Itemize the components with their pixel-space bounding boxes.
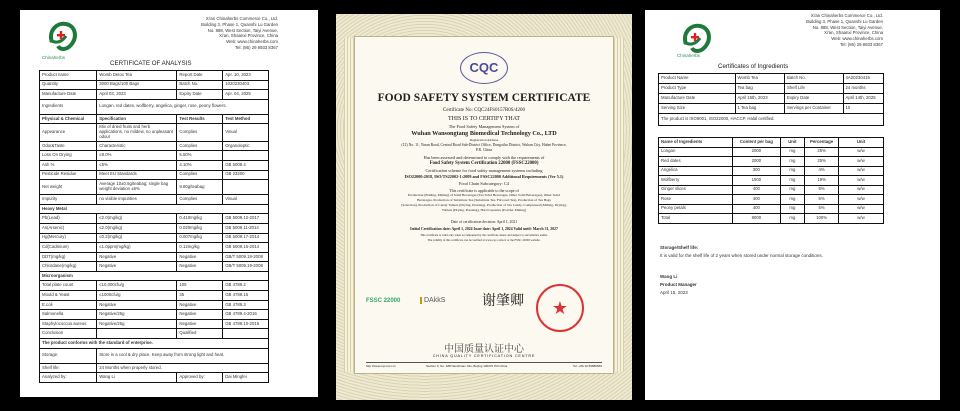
table-row <box>40 363 269 373</box>
ingredient-row <box>659 157 884 167</box>
ingredient-cell: 1500 <box>733 176 780 186</box>
table-row <box>40 262 269 272</box>
ingredient-cell: 400 <box>733 204 780 214</box>
storage-text: It is valid for the shelf life of 2 years when stored under normal storage conditions. <box>660 252 823 258</box>
table-row <box>40 90 269 100</box>
ingredient-cell: 2000 <box>733 157 780 167</box>
footer-divider <box>366 362 602 363</box>
table-cell: Wang Li <box>97 373 177 383</box>
ingredient-cell: Peony petals <box>659 204 733 214</box>
registration-address-country: P.R. China <box>475 148 493 152</box>
table-row <box>40 319 269 329</box>
table-row <box>40 180 269 195</box>
ingredient-cell: Longan <box>659 147 733 157</box>
column-header: Percentage <box>805 138 839 148</box>
table-cell: Report Date <box>177 71 223 81</box>
analysis-table <box>39 70 269 383</box>
company-line: Xi'an, Shaanxi Province, China <box>824 30 883 36</box>
table-row <box>40 160 269 170</box>
table-cell: Physical & Chemical <box>40 114 97 124</box>
table-row <box>40 271 269 281</box>
scope-line: (Selection), Production of Candy Tablets (Drying, Pressing), Production of Tea Candy, Compressed (Mixing, Drying), <box>401 203 567 207</box>
info-cell: Batch No. <box>785 74 844 84</box>
table-cell: 3000 Bags/100 Bags <box>97 80 177 90</box>
ingredient-cell: Rose <box>659 195 733 205</box>
ingredient-cell: 5% <box>805 185 839 195</box>
company-line: Web: www.chinaherbs.com <box>226 39 278 45</box>
table-cell: 5.50% <box>177 151 223 161</box>
table-cell: Negative/25g <box>97 319 177 329</box>
cqc-english-name: CHINA QUALITY CERTIFICATION CENTRE <box>432 354 536 358</box>
registration-label: Registration Address <box>469 138 499 142</box>
scope-line: Tablets (Drying, Pressing), Hard Capsules (Powder Mixing) <box>441 208 527 212</box>
table-cell: Negative <box>177 310 223 320</box>
table-cell: Staphylococcus aureus <box>40 319 97 329</box>
table-cell: Total plate count <box>40 281 97 291</box>
info-cell: 10 <box>843 104 884 114</box>
table-cell: Manufacture Date <box>40 90 97 100</box>
table-row <box>40 170 269 180</box>
table-cell: Womb Detox Tea <box>97 71 177 81</box>
table-cell: ≤2.0(mg/kg) <box>97 214 177 224</box>
table-cell: 4.10% <box>177 160 223 170</box>
table-cell: GB 4789.10-2016 <box>223 319 269 329</box>
info-cell: Shelf Life <box>785 84 844 94</box>
ingredient-cell: 5% <box>805 204 839 214</box>
cqc-logo-icon: CQC <box>460 52 508 84</box>
company-line: No. 888, West Section, Taiyi Avenue, <box>207 27 278 33</box>
info-cell: Tea bag <box>735 84 785 94</box>
table-cell: Mix of dried fruits and herb applications, no mildew, no unpleasant odour <box>97 124 177 141</box>
table-cell: Negative <box>177 319 223 329</box>
ingredient-cell: 8000 <box>733 214 780 224</box>
ingredient-cell: w/w <box>839 166 884 176</box>
table-cell: Characteristic <box>97 141 177 151</box>
info-cell: 4A20230415 <box>843 74 884 84</box>
ingredient-cell: Red dates <box>659 157 733 167</box>
footer-telephone: Tel: +86 10 83886666 <box>573 364 602 368</box>
table-cell: ≤1000cfu/g <box>97 291 177 301</box>
company-line: Xi'an Chinaherbs Commerce Co., Ltd. <box>810 13 883 18</box>
ingredient-cell: mg <box>780 166 805 176</box>
ingredient-row <box>659 166 884 176</box>
info-cell: April 14th, 2025 <box>843 94 884 104</box>
table-cell: no visible impurities <box>97 195 177 205</box>
table-cell: 105 <box>177 281 223 291</box>
table-cell: 9.80g/teabag <box>177 180 223 195</box>
table-cell: Pb(Lead) <box>40 214 97 224</box>
table-cell: As(Arsenic) <box>40 223 97 233</box>
scope-line: Beverages, Production of Substitute Tea (Substitute Tea, Flavored Tea), Production of Tea Bags <box>417 198 551 202</box>
table-row <box>40 310 269 320</box>
table-row <box>40 339 269 349</box>
table-cell: Longan, red dates, wolfberry, angelica, ginger, rose, peony flowers. <box>97 99 269 114</box>
certified-company: Wuhan Wansongtang Biomedical Technology Co., LTD <box>411 130 557 137</box>
table-cell: 0.007mg/kg <box>177 233 223 243</box>
table-row <box>40 151 269 161</box>
signature: 谢肇卿 <box>482 293 524 309</box>
table-row <box>40 195 269 205</box>
table-cell: Specification <box>97 114 177 124</box>
company-line: No. 888, West Section, Taiyi Avenue, <box>812 24 883 30</box>
storage-label: Storage/Shelf life: <box>660 245 699 250</box>
seal-star-icon: ★ <box>551 298 569 318</box>
info-row <box>659 114 884 126</box>
info-cell: Expiry Date <box>785 94 844 104</box>
table-cell: Negative <box>97 300 177 310</box>
table-cell: Dai Mingfei <box>223 373 269 383</box>
table-cell: Apr. 04, 2025 <box>223 90 269 100</box>
ingredient-row <box>659 185 884 195</box>
certificate-of-ingredients-page <box>645 10 940 400</box>
info-row <box>659 94 884 104</box>
table-cell: 1020230403 <box>223 80 269 90</box>
table-cell: ≤0.2(mg/kg) <box>97 233 177 243</box>
certificate-of-analysis-page <box>20 10 318 397</box>
table-cell: Storage: <box>40 348 97 363</box>
table-cell: Microorganism <box>40 271 269 281</box>
ingredient-cell: w/w <box>839 195 884 205</box>
ingredient-row <box>659 204 884 214</box>
info-row <box>659 104 884 114</box>
table-cell: ≤5% <box>97 160 177 170</box>
ingredient-cell: w/w <box>839 185 884 195</box>
product-info-table <box>658 73 884 126</box>
ingredient-cell: mg <box>780 147 805 157</box>
company-line: Building 3, Phase 1, Quanshi Lu Garden <box>806 18 883 24</box>
table-cell: GB/T 5009.19-2008 <box>223 262 269 272</box>
company-line: Tel: (86) 29 8933 8367 <box>839 41 883 47</box>
table-row <box>40 214 269 224</box>
table-row <box>40 204 269 214</box>
company-address <box>806 13 883 48</box>
food-chain-subcategory: Food Chain Subcategory: C4 <box>458 181 509 186</box>
table-row <box>40 243 269 253</box>
iso-standards: ISO22000:2018, ISO/TS22002-1:2009 and FSSC22000 Additional Requirements (Ver 5.1) <box>404 174 564 179</box>
signer-name: Wang Li <box>660 274 678 279</box>
table-cell: Meet EU Standards <box>97 170 177 180</box>
ingredient-row <box>659 214 884 224</box>
dakks-logo: DAkkS <box>420 297 445 304</box>
table-cell: Conclusion <box>40 329 97 339</box>
scope-line: Production (Boiling, Mixing) of Solid Beverages (Tea Solid Beverages, Other Solid Beverages), Other Solid <box>408 193 560 197</box>
signoff <box>660 273 697 297</box>
signoff-date: April 15, 2023 <box>660 290 688 295</box>
info-cell: April 15th, 2023 <box>735 94 785 104</box>
table-cell: Visual <box>223 195 269 205</box>
table-cell: Complies <box>177 141 223 151</box>
table-cell: GB 5009.4 <box>223 160 269 170</box>
table-row <box>40 71 269 81</box>
table-cell: 0.12mg/kg <box>177 243 223 253</box>
ingredient-cell: w/w <box>839 176 884 186</box>
table-row <box>40 114 269 124</box>
ingredient-cell: 400 <box>733 185 780 195</box>
company-address <box>201 16 278 51</box>
info-row <box>659 74 884 84</box>
table-cell: GB 4789.15 <box>223 291 269 301</box>
fssc-logo: FSSC 22000 <box>366 298 401 304</box>
decision-date: Date of certification decision: April 1, 2021 <box>450 220 518 224</box>
ingredient-cell: mg <box>780 157 805 167</box>
table-cell: Negative <box>177 262 223 272</box>
ingredient-cell: 100% <box>805 214 839 224</box>
table-cell: E.coli <box>40 300 97 310</box>
table-row <box>40 373 269 383</box>
signer-role: Product Manager <box>660 282 697 287</box>
table-cell: Impurity <box>40 195 97 205</box>
table-cell <box>97 329 177 339</box>
company-line: Web: www.chinaherbs.com <box>831 36 883 42</box>
table-cell: GB 23200 <box>223 170 269 180</box>
table-row <box>40 291 269 301</box>
table-row <box>40 141 269 151</box>
ingredient-cell: mg <box>780 185 805 195</box>
ingredient-cell: mg <box>780 195 805 205</box>
footer-address: Section 9, No. 188 Nansihuan Xilu, Beijing 100070 P.R.China <box>426 364 508 368</box>
certificate-note: The validity of this certificate can be verified at www.cqc.com.cn or the FSSC 22000 website. <box>427 238 541 242</box>
storage-section <box>660 244 823 259</box>
table-cell <box>223 329 269 339</box>
table-cell: GB 5009.11-2014 <box>223 223 269 233</box>
table-row <box>40 223 269 233</box>
table-cell: Chlordane(mg/kg) <box>40 262 97 272</box>
table-cell: Test Method <box>223 114 269 124</box>
table-cell: Qualified <box>177 329 223 339</box>
validity-dates: Initial Certification date: April 1, 2024 Issue date: April 1, 2024 Valid until: March 31, 2027 <box>410 227 558 231</box>
table-cell: Organoleptic <box>223 141 269 151</box>
ingredient-cell: w/w <box>839 214 884 224</box>
ingredient-cell: w/w <box>839 157 884 167</box>
table-cell: Complies <box>177 195 223 205</box>
table-cell: Visual <box>223 124 269 141</box>
table-cell: 35 <box>177 291 223 301</box>
table-cell: Apr. 10, 2023 <box>223 71 269 81</box>
table-cell: Odor&Taste <box>40 141 97 151</box>
table-cell: Ingredients <box>40 99 97 114</box>
food-safety-certificate <box>336 14 632 400</box>
table-cell: 0.020mg/kg <box>177 223 223 233</box>
certificate-title: FOOD SAFETY SYSTEM CERTIFICATE <box>377 92 591 104</box>
table-cell: GB 5009.17-2014 <box>223 233 269 243</box>
table-cell: Salmonella <box>40 310 97 320</box>
info-cell: Product Type <box>659 84 736 94</box>
table-cell: Quantity <box>40 80 97 90</box>
table-cell: GB 5009.15-2014 <box>223 243 269 253</box>
info-cell: 1 Tea bag <box>735 104 785 114</box>
ingredient-cell: 4% <box>805 166 839 176</box>
company-line: Xi'an Chinaherbs Commerce Co., Ltd. <box>205 16 278 21</box>
ingredient-cell: 5% <box>805 195 839 205</box>
official-seal <box>536 284 584 332</box>
info-cell: Product Name <box>659 74 736 84</box>
info-cell: Serving Size <box>659 104 736 114</box>
document-title: CERTIFICATE OF ANALYSIS <box>110 60 192 67</box>
ingredient-row <box>659 176 884 186</box>
table-cell: Complies <box>177 170 223 180</box>
scope-intro: This certificate is applicable to the scope of <box>449 188 519 193</box>
chinaherbs-logo-icon <box>680 20 714 56</box>
table-cell: Loss On Drying <box>40 151 97 161</box>
table-cell: 0.410mg/kg <box>177 214 223 224</box>
table-cell: Mould & Yeast <box>40 291 97 301</box>
table-row <box>40 329 269 339</box>
ingredient-cell: 2000 <box>733 147 780 157</box>
column-header: Name of Ingredients <box>659 138 733 148</box>
info-cell: Manufacture Date <box>659 94 736 104</box>
info-cell: Womb Tea <box>735 74 785 84</box>
table-header-row <box>659 138 884 148</box>
table-cell: ≤10,000cfu/g <box>97 281 177 291</box>
certify-heading: THIS IS TO CERTIFY THAT <box>447 116 521 122</box>
table-cell <box>223 151 269 161</box>
ingredient-cell: w/w <box>839 204 884 214</box>
table-cell: Complies <box>177 124 223 141</box>
table-cell: Negative <box>177 300 223 310</box>
ingredient-row <box>659 195 884 205</box>
scheme-text: Certification scheme for food safety management systems including <box>425 168 543 173</box>
info-row <box>659 84 884 94</box>
table-row <box>40 99 269 114</box>
table-cell: Product name <box>40 71 97 81</box>
table-cell: GB 4789.3 <box>223 300 269 310</box>
table-cell: Negative <box>97 262 177 272</box>
ingredient-cell: mg <box>780 176 805 186</box>
cqc-chinese-name: 中国质量认证中心 <box>444 344 524 355</box>
table-cell: Negative <box>177 252 223 262</box>
logo-text: Chinaherbs <box>42 55 66 60</box>
company-line: Building 3, Phase 1, Quanshi Lu Garden <box>201 21 278 27</box>
table-cell: Batch No. <box>177 80 223 90</box>
info-cell: Servings per Container <box>785 104 844 114</box>
table-cell: GB 5009.12-2017 <box>223 214 269 224</box>
ingredient-cell: 300 <box>733 166 780 176</box>
table-cell: ≤1.0ppm(mg/kg) <box>97 243 177 253</box>
info-cell: 24 months <box>843 84 884 94</box>
table-row <box>40 300 269 310</box>
table-cell: Analyzed by: <box>40 373 97 383</box>
certificate-number: Certificate No: CQC24FS0157R0S/4200 <box>443 108 525 113</box>
table-row <box>40 233 269 243</box>
table-cell: DDT(mg/kg) <box>40 252 97 262</box>
table-cell: GB/T 5009.19-2008 <box>223 252 269 262</box>
standard-name: Food Safety System Certification 22000 (FSSC22000) <box>429 161 539 166</box>
assessed-text: Has been assessed and determined to comply with the requirements of <box>423 155 545 160</box>
table-cell: GB 4789.4-2016 <box>223 310 269 320</box>
chinaherbs-logo-icon <box>46 18 80 54</box>
table-cell: The product conforms with the standard of enterprise. <box>40 339 269 349</box>
table-row <box>40 80 269 90</box>
ingredient-cell: 400 <box>733 195 780 205</box>
table-cell: Pesticide Residue <box>40 170 97 180</box>
table-cell: Average 10±0.5g/teabag; single bag weight deviation ±5% <box>97 180 177 195</box>
table-row <box>40 348 269 363</box>
certificate-note: This certificate is valid only when accompanied by the certificate annex and subject to surveillance audits. <box>420 233 548 237</box>
ingredient-cell: mg <box>780 214 805 224</box>
table-cell: April 03, 2023 <box>97 90 177 100</box>
ingredient-cell: Wolfberry <box>659 176 733 186</box>
table-cell: Negative <box>97 252 177 262</box>
column-header: Content per bag <box>733 138 780 148</box>
table-cell: Approved by: <box>177 373 223 383</box>
system-of-text: The Food Safety Management System of <box>448 124 520 129</box>
company-line: Tel: (86) 29 8933 8367 <box>234 44 278 50</box>
ingredient-cell: 19% <box>805 176 839 186</box>
footer-website[interactable]: http://www.cqc.com.cn <box>366 364 396 368</box>
table-row <box>40 252 269 262</box>
ingredient-row <box>659 147 884 157</box>
column-header: Unit <box>780 138 805 148</box>
table-cell <box>223 180 269 195</box>
ingredient-cell: Ginger slices <box>659 185 733 195</box>
table-cell: Ash % <box>40 160 97 170</box>
table-cell: Negative/25g <box>97 310 177 320</box>
logo-text: Chinaherbs <box>677 53 701 58</box>
table-cell: Cd(Cadmium) <box>40 243 97 253</box>
ingredients-table <box>658 137 884 224</box>
column-header: Unit <box>839 138 884 148</box>
table-cell: GB 4789.2 <box>223 281 269 291</box>
table-cell: Hg(Mercury) <box>40 233 97 243</box>
table-row <box>40 281 269 291</box>
ingredient-cell: 25% <box>805 147 839 157</box>
table-cell: Appearance <box>40 124 97 141</box>
table-cell: Store in a cool & dry place. Keep away from strong light and heat. <box>97 348 269 363</box>
ingredient-cell: 25% <box>805 157 839 167</box>
table-cell: Shelf life: <box>40 363 97 373</box>
registration-address: (12) No. 11, Yinan Road, Central Road Sub-District Office, Dongxihu District, Wuhan City, Hubei Province, <box>401 143 567 147</box>
table-cell: Test Results <box>177 114 223 124</box>
table-row <box>40 124 269 141</box>
ingredient-cell: Angelica <box>659 166 733 176</box>
info-cell: The product is ISO9001, ISO22000, HACCP, Halal certified. <box>659 114 884 126</box>
ingredient-cell: mg <box>780 204 805 214</box>
table-cell: Net weight <box>40 180 97 195</box>
table-cell: ≤2.0(mg/kg) <box>97 223 177 233</box>
table-cell: 24 Months when properly stored. <box>97 363 269 373</box>
ingredient-cell: w/w <box>839 147 884 157</box>
table-cell: ≤8.0% <box>97 151 177 161</box>
table-cell: Heavy Metal <box>40 204 269 214</box>
ingredient-cell: Total <box>659 214 733 224</box>
document-title: Certificates of Ingredients <box>718 63 789 70</box>
table-cell: Expiry Date <box>177 90 223 100</box>
company-line: Xi'an, Shaanxi Province, China <box>219 33 278 39</box>
